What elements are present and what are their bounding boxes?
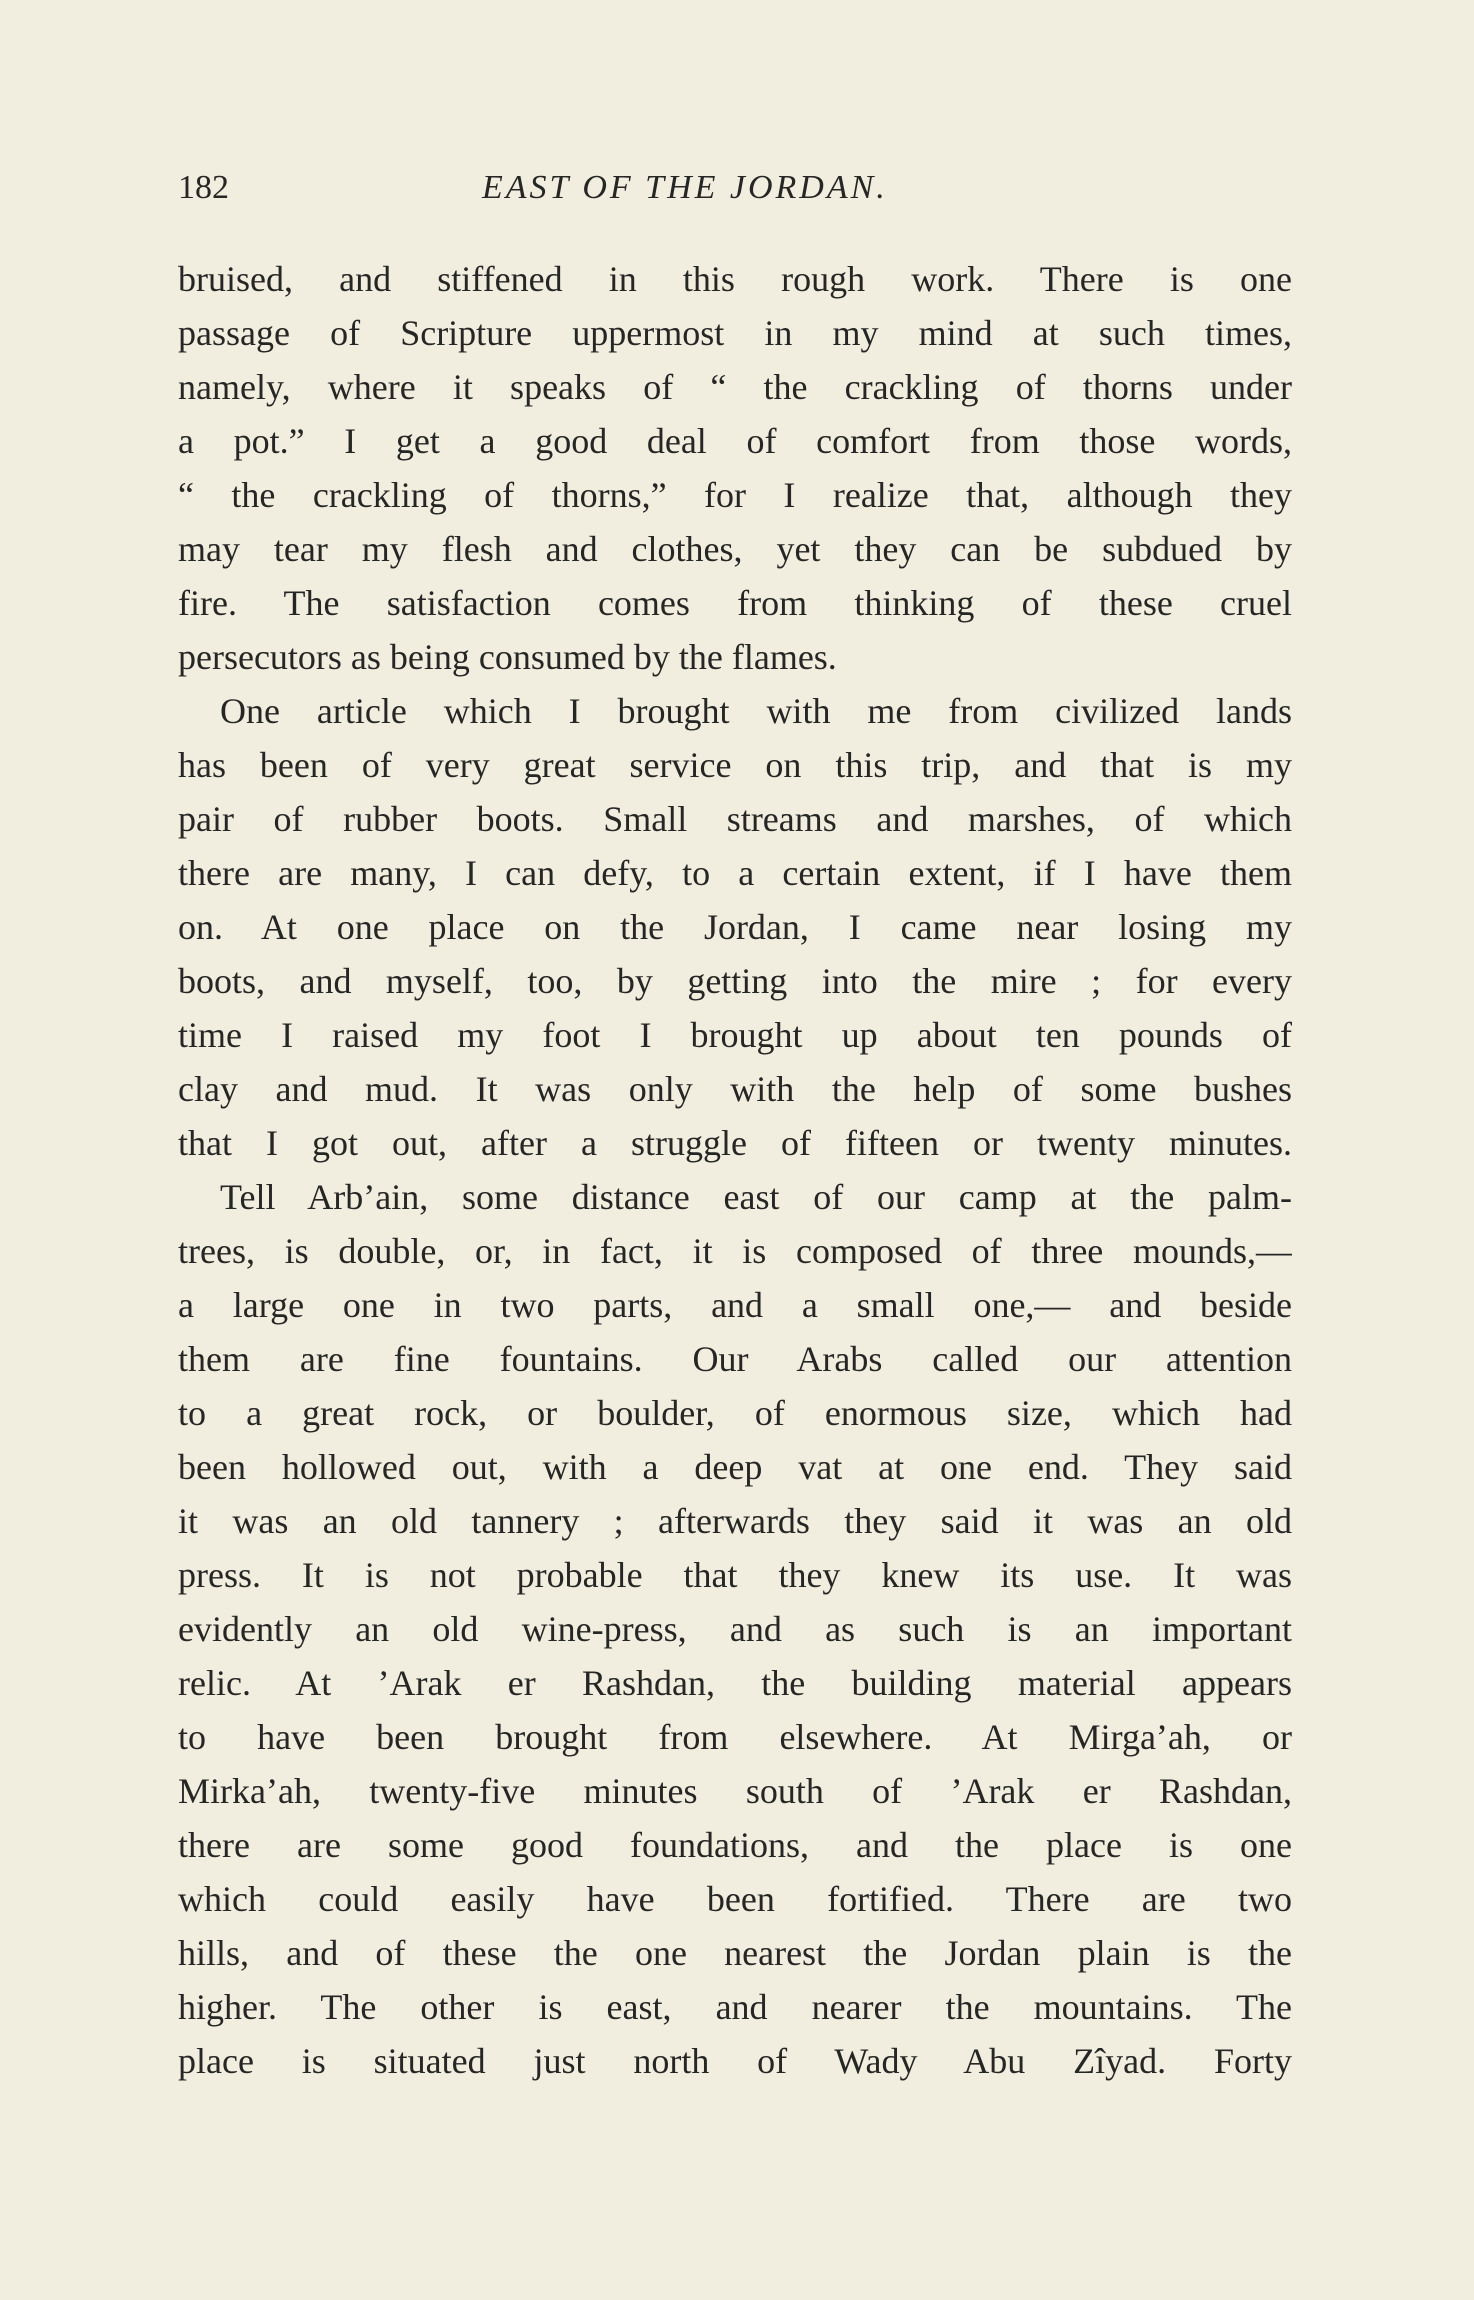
- page-number: 182: [178, 169, 229, 206]
- text-line: higher. The other is east, and nearer the mountains. The: [178, 1987, 1292, 2027]
- text-line: which could easily have been fortified. There are two: [178, 1879, 1292, 1919]
- text-line: “ the crackling of thorns,” for I realize that, although they: [178, 475, 1292, 515]
- text-line: press. It is not probable that they knew its use. It was: [178, 1555, 1292, 1595]
- running-head: EAST OF THE JORDAN.: [482, 169, 888, 206]
- text-line: to a great rock, or boulder, of enormous size, which had: [178, 1393, 1292, 1433]
- text-line: One article which I brought with me from civilized lands: [220, 691, 1292, 731]
- text-line: them are fine fountains. Our Arabs called our attention: [178, 1339, 1292, 1379]
- text-line: it was an old tannery ; afterwards they said it was an old: [178, 1501, 1292, 1541]
- text-line: that I got out, after a struggle of fifteen or twenty minutes.: [178, 1123, 1292, 1163]
- text-line: trees, is double, or, in fact, it is composed of three mounds,—: [178, 1231, 1292, 1271]
- text-line: place is situated just north of Wady Abu Zîyad. Forty: [178, 2041, 1292, 2081]
- text-line: there are many, I can defy, to a certain extent, if I have them: [178, 853, 1292, 893]
- text-line: Mirka’ah, twenty-five minutes south of ’Arak er Rashdan,: [178, 1771, 1292, 1811]
- text-line: pair of rubber boots. Small streams and marshes, of which: [178, 799, 1292, 839]
- body-text: [178, 252, 1292, 2088]
- text-line: clay and mud. It was only with the help of some bushes: [178, 1069, 1292, 1109]
- text-line: evidently an old wine-press, and as such is an important: [178, 1609, 1292, 1649]
- page-header: [178, 166, 1292, 210]
- text-line: been hollowed out, with a deep vat at one end. They said: [178, 1447, 1292, 1487]
- text-line: hills, and of these the one nearest the Jordan plain is the: [178, 1933, 1292, 1973]
- text-line: passage of Scripture uppermost in my mind at such times,: [178, 313, 1292, 353]
- text-line: persecutors as being consumed by the flames.: [178, 637, 837, 677]
- text-line: Tell Arb’ain, some distance east of our camp at the palm-: [220, 1177, 1292, 1217]
- text-line: fire. The satisfaction comes from thinking of these cruel: [178, 583, 1292, 623]
- text-line: boots, and myself, too, by getting into the mire ; for every: [178, 961, 1292, 1001]
- text-line: namely, where it speaks of “ the crackling of thorns under: [178, 367, 1292, 407]
- text-line: bruised, and stiffened in this rough work. There is one: [178, 259, 1292, 299]
- text-line: a pot.” I get a good deal of comfort from those words,: [178, 421, 1292, 461]
- text-line: there are some good foundations, and the place is one: [178, 1825, 1292, 1865]
- text-line: may tear my flesh and clothes, yet they can be subdued by: [178, 529, 1292, 569]
- text-line: relic. At ’Arak er Rashdan, the building material appears: [178, 1663, 1292, 1703]
- text-line: time I raised my foot I brought up about ten pounds of: [178, 1015, 1292, 1055]
- text-line: on. At one place on the Jordan, I came near losing my: [178, 907, 1292, 947]
- text-line: a large one in two parts, and a small one,— and beside: [178, 1285, 1292, 1325]
- text-line: has been of very great service on this trip, and that is my: [178, 745, 1292, 785]
- text-line: to have been brought from elsewhere. At Mirga’ah, or: [178, 1717, 1292, 1757]
